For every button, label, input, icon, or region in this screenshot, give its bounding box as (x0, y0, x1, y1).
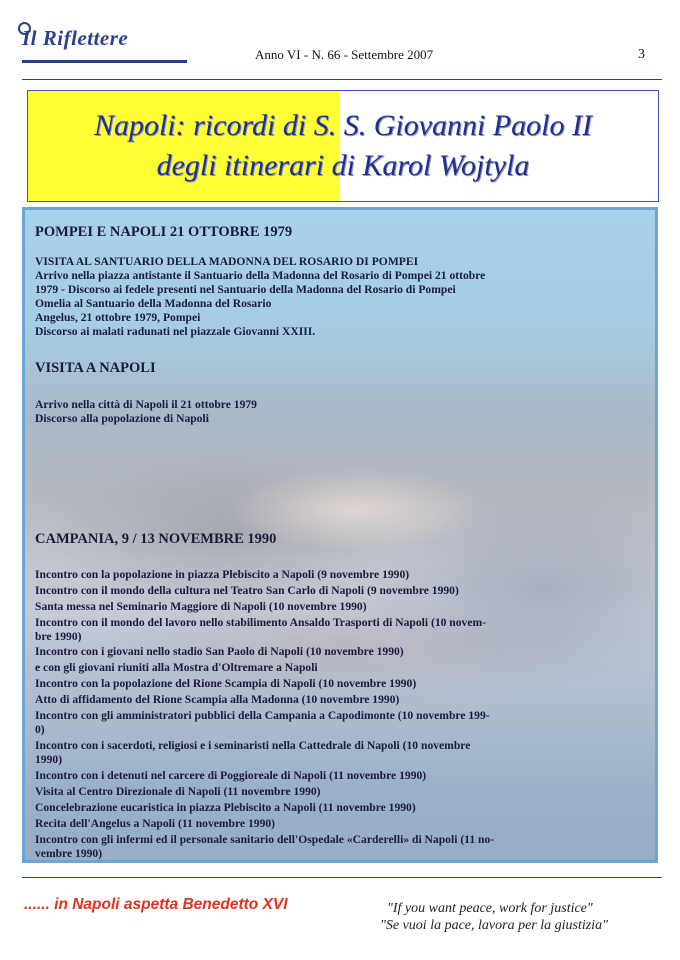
section-heading-napoli: VISITA A NAPOLI (35, 360, 156, 376)
list-item: Arrivo nella piazza antistante il Santuario della Madonna del Rosario di Pompei 21 ottobre (35, 269, 486, 282)
list-item: Omelia al Santuario della Madonna del Rosario (35, 297, 272, 310)
issue-info: Anno VI - N. 66 - Settembre 2007 (255, 47, 434, 62)
footer-divider (22, 877, 662, 878)
list-item: Atto di affidamento del Rione Scampia alla Madonna (10 novembre 1990) (35, 693, 400, 706)
list-item: Recita dell'Angelus a Napoli (11 novembre 1990) (35, 817, 276, 830)
page-number: 3 (638, 47, 645, 62)
list-item: Discorso ai malati radunati nel piazzale Giovanni XXIII. (35, 325, 316, 338)
list-item: Incontro con i giovani nello stadio San Paolo di Napoli (10 novembre 1990) (35, 645, 404, 658)
list-item: Incontro con il mondo del lavoro nello stabilimento Ansaldo Trasporti di Napoli (10 novem- (35, 616, 487, 629)
list-item: Santa messa nel Seminario Maggiore di Napoli (10 novembre 1990) (35, 600, 367, 613)
list-item: 0) (35, 723, 45, 736)
list-item: Incontro con gli amministratori pubblici della Campania a Capodimonte (10 novembre 199- (35, 709, 490, 722)
list-item: Visita al Centro Direzionale di Napoli (11 novembre 1990) (35, 785, 321, 798)
footer-quote-italian: "Se vuoi la pace, lavora per la giustizia" (380, 918, 608, 933)
header-divider (22, 79, 662, 80)
list-item: Incontro con gli infermi ed il personale sanitario dell'Ospedale «Carderelli» di Napoli (11 no- (35, 833, 495, 846)
masthead-logo (22, 26, 128, 51)
article-title-line-1: Napoli: ricordi di S. S. Giovanni Paolo II (93, 109, 593, 142)
list-item: Discorso alla popolazione di Napoli (35, 412, 209, 425)
list-item: Incontro con i sacerdoti, religiosi e i seminaristi nella Cattedrale di Napoli (10 novembre (35, 739, 471, 752)
footer-teaser: ...... in Napoli aspetta Benedetto XVI (24, 896, 288, 913)
section-heading-campania: CAMPANIA, 9 / 13 NOVEMBRE 1990 (35, 531, 277, 547)
article-title-box (27, 90, 659, 202)
list-item: bre 1990) (35, 630, 82, 643)
list-item: Incontro con la popolazione del Rione Scampia di Napoli (10 novembre 1990) (35, 677, 417, 690)
list-item: Incontro con la popolazione in piazza Plebiscito a Napoli (9 novembre 1990) (35, 568, 410, 581)
list-item: Arrivo nella città di Napoli il 21 ottobre 1979 (35, 398, 257, 411)
footer-quote-english: "If you want peace, work for justice" (387, 901, 593, 916)
list-item: Incontro con i detenuti nel carcere di Poggioreale di Napoli (11 novembre 1990) (35, 769, 427, 782)
list-item: Angelus, 21 ottobre 1979, Pompei (35, 311, 201, 324)
list-item: Concelebrazione eucaristica in piazza Plebiscito a Napoli (11 novembre 1990) (35, 801, 416, 814)
itinerary-panel (22, 207, 658, 863)
masthead-ring-icon (18, 22, 31, 35)
list-item: 1979 - Discorso ai fedele presenti nel Santuario della Madonna del Rosario di Pompei (35, 283, 456, 296)
masthead-title: Il Riflettere (22, 26, 129, 50)
title-highlight (28, 91, 340, 201)
list-item: VISITA AL SANTUARIO DELLA MADONNA DEL ROSARIO DI POMPEI (35, 255, 419, 268)
article-title-line-2: degli itinerari di Karol Wojtyla (156, 149, 530, 182)
list-item: e con gli giovani riuniti alla Mostra d'Oltremare a Napoli (35, 661, 318, 674)
list-item: vembre 1990) (35, 847, 103, 860)
masthead-underline (22, 60, 187, 63)
section-heading-pompei: POMPEI E NAPOLI 21 OTTOBRE 1979 (35, 224, 293, 240)
list-item: 1990) (35, 753, 63, 766)
list-item: Incontro con il mondo della cultura nel Teatro San Carlo di Napoli (9 novembre 1990) (35, 584, 459, 597)
